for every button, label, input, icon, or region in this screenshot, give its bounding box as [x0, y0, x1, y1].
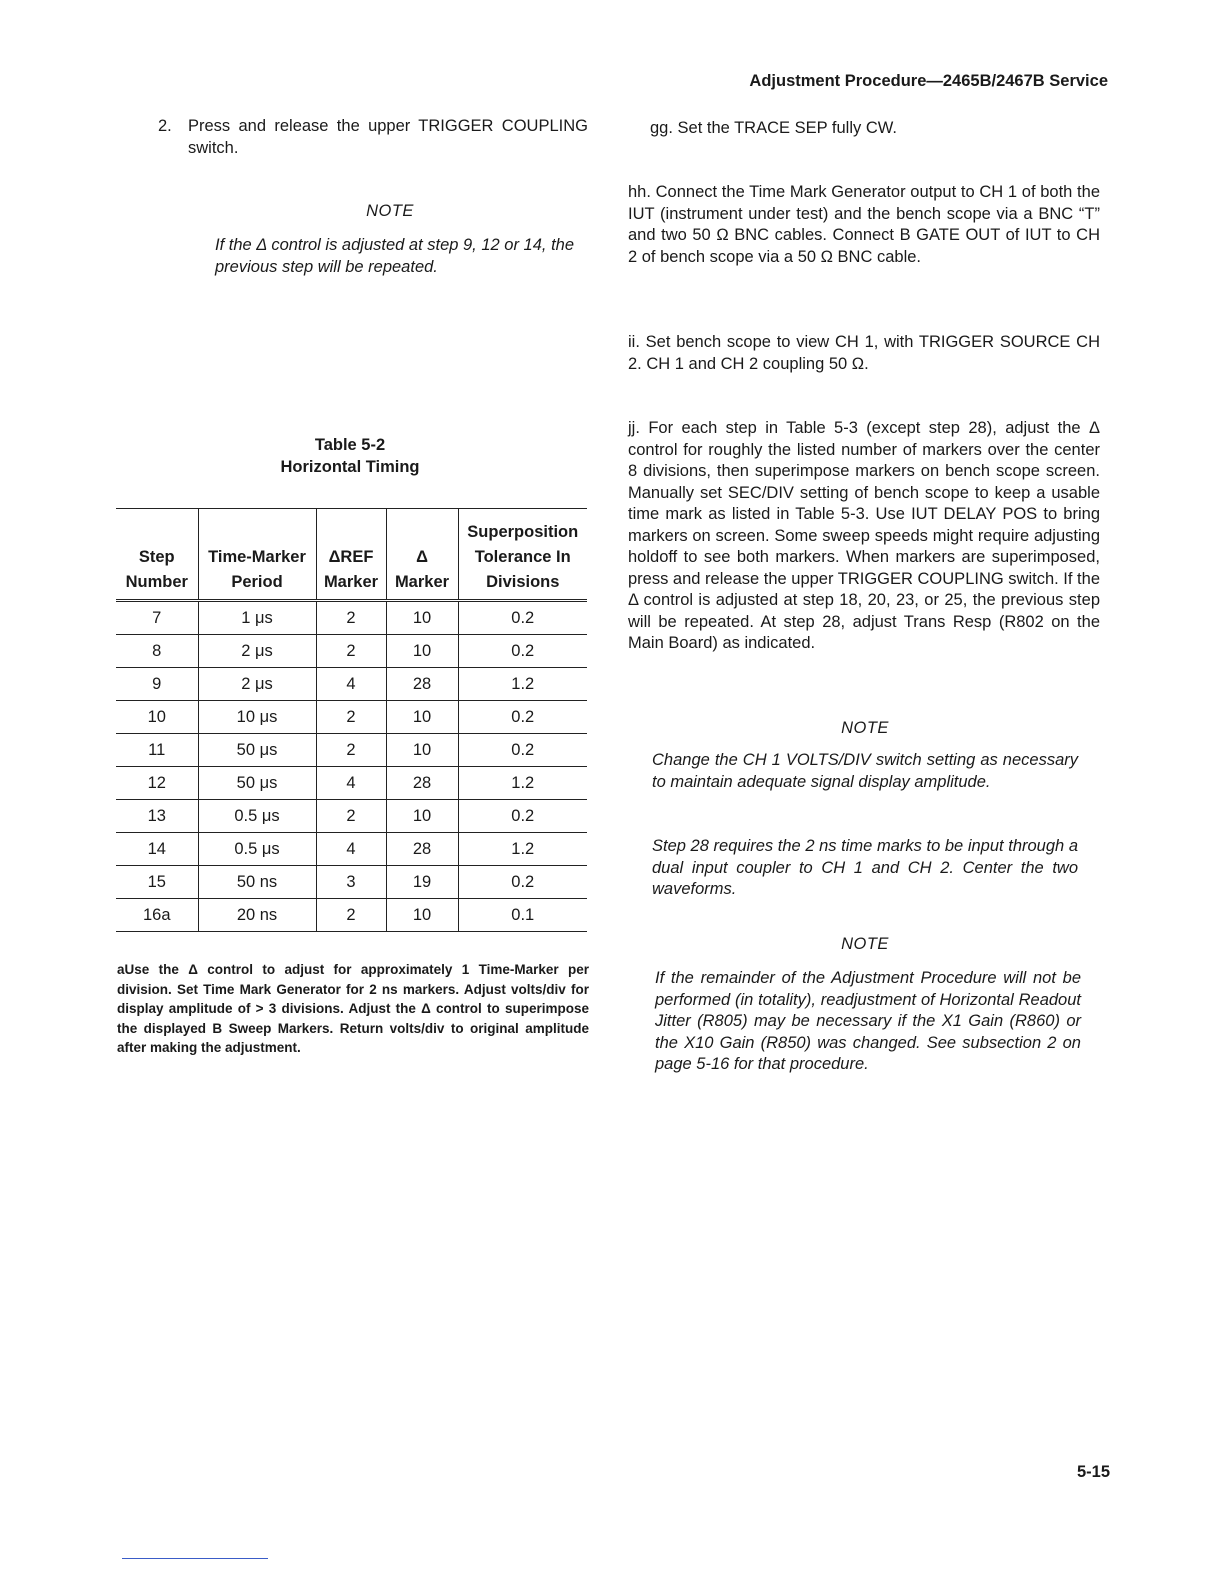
page-header: Adjustment Procedure—2465B/2467B Service	[749, 72, 1108, 90]
step-2-number: 2.	[158, 117, 172, 135]
cell-marker: 10	[386, 800, 458, 833]
table-row	[116, 767, 587, 800]
cell-step: 9	[116, 668, 198, 701]
table-header-row	[116, 509, 587, 601]
table-title-block	[200, 434, 500, 478]
footer-rule	[122, 1558, 268, 1559]
note-3-body: If the remainder of the Adjustment Procedure will not be performed (in totality), readjustment of Horizontal Readout Jitter (R805) may be necessary if the X1 Gain (R860) or the X10 Gain (R850) was changed. See subsection 2 on page 5-16 for that procedure.	[655, 969, 1081, 1073]
step-jj: jj. For each step in Table 5-3 (except step 28), adjust the Δ control for roughly the listed number of markers over the center 8 divisions, then superimpose markers on bench scope screen. Manually set SEC/DIV setting of bench scope to keep a usable time mark as listed in Table 5-3. Use IUT DELAY POS to bring markers on screen. Some sweep speeds might require adjusting holdoff to see both markers. When markers are superimposed, press and release the upper TRIGGER COUPLING switch. If the Δ control is adjusted at step 18, 20, 23, or 25, the previous step will be repeated. At step 28, adjust Trans Resp (R802 on the Main Board) as indicated.	[628, 419, 1100, 652]
cell-step: 7	[116, 601, 198, 635]
table-row	[116, 668, 587, 701]
cell-step: 10	[116, 701, 198, 734]
cell-ref-marker: 2	[316, 899, 386, 932]
note-1-title: NOTE	[366, 202, 414, 220]
cell-marker: 10	[386, 635, 458, 668]
table-title: Table 5-2	[314, 436, 386, 454]
header-delta-marker: Δ Marker	[386, 509, 458, 601]
cell-period: 2 μs	[198, 668, 316, 701]
note-2-title: NOTE	[841, 719, 889, 737]
cell-tolerance: 1.2	[458, 668, 587, 701]
cell-ref-marker: 4	[316, 767, 386, 800]
cell-ref-marker: 2	[316, 635, 386, 668]
cell-tolerance: 0.2	[458, 866, 587, 899]
step-ii: ii. Set bench scope to view CH 1, with TRIGGER SOURCE CH 2. CH 1 and CH 2 coupling 50 Ω.	[628, 333, 1100, 373]
cell-step: 12	[116, 767, 198, 800]
step-2-text: Press and release the upper TRIGGER COUPLING switch.	[188, 117, 588, 157]
table-footnote: aUse the Δ control to adjust for approximately 1 Time-Marker per division. Set Time Mark Generator for 2 ns markers. Adjust volts/div for display amplitude of > 3 divisions. Adjust the Δ control to superimpose the displayed B Sweep Markers. Return volts/div to original amplitude after making the adjustment.	[117, 962, 589, 1056]
cell-marker: 28	[386, 833, 458, 866]
cell-tolerance: 1.2	[458, 833, 587, 866]
table-row	[116, 899, 587, 932]
step-gg: gg. Set the TRACE SEP fully CW.	[650, 119, 897, 137]
cell-tolerance: 0.2	[458, 601, 587, 635]
cell-tolerance: 1.2	[458, 767, 587, 800]
header-delta-ref-marker: ΔREF Marker	[316, 509, 386, 601]
cell-tolerance: 0.1	[458, 899, 587, 932]
header-step-number: Step Number	[116, 509, 198, 601]
cell-step: 11	[116, 734, 198, 767]
table-row	[116, 635, 587, 668]
cell-step: 14	[116, 833, 198, 866]
table-row	[116, 866, 587, 899]
cell-marker: 28	[386, 668, 458, 701]
cell-tolerance: 0.2	[458, 635, 587, 668]
cell-ref-marker: 3	[316, 866, 386, 899]
step-hh: hh. Connect the Time Mark Generator output to CH 1 of both the IUT (instrument under test) and the bench scope via a BNC “T” and two 50 Ω BNC cables. Connect B GATE OUT of IUT to CH 2 of bench scope via a 50 Ω BNC cable.	[628, 183, 1100, 266]
note-2-paragraph-1: Change the CH 1 VOLTS/DIV switch setting as necessary to maintain adequate signal display amplitude.	[652, 751, 1078, 791]
horizontal-timing-table	[116, 508, 587, 932]
note-2-paragraph-2: Step 28 requires the 2 ns time marks to be input through a dual input coupler to CH 1 and CH 2. Center the two waveforms.	[652, 837, 1078, 898]
cell-tolerance: 0.2	[458, 734, 587, 767]
table-row	[116, 601, 587, 635]
cell-marker: 28	[386, 767, 458, 800]
note-3-title: NOTE	[841, 935, 889, 953]
page-number: 5-15	[1076, 1463, 1110, 1481]
cell-marker: 10	[386, 701, 458, 734]
cell-ref-marker: 2	[316, 734, 386, 767]
table-row	[116, 800, 587, 833]
cell-period: 50 ns	[198, 866, 316, 899]
cell-period: 50 μs	[198, 734, 316, 767]
table-row	[116, 833, 587, 866]
cell-tolerance: 0.2	[458, 701, 587, 734]
cell-period: 1 μs	[198, 601, 316, 635]
cell-period: 50 μs	[198, 767, 316, 800]
note-1-body: If the Δ control is adjusted at step 9, 12 or 14, the previous step will be repeated.	[215, 236, 575, 276]
cell-marker: 19	[386, 866, 458, 899]
cell-ref-marker: 2	[316, 701, 386, 734]
cell-marker: 10	[386, 734, 458, 767]
cell-marker: 10	[386, 899, 458, 932]
table-row	[116, 734, 587, 767]
table-subtitle: Horizontal Timing	[280, 458, 420, 476]
cell-step: 13	[116, 800, 198, 833]
cell-step: 8	[116, 635, 198, 668]
cell-ref-marker: 4	[316, 833, 386, 866]
cell-ref-marker: 4	[316, 668, 386, 701]
cell-period: 20 ns	[198, 899, 316, 932]
cell-ref-marker: 2	[316, 601, 386, 635]
cell-period: 0.5 μs	[198, 833, 316, 866]
header-time-marker-period: Time-Marker Period	[198, 509, 316, 601]
cell-step: 16a	[116, 899, 198, 932]
cell-step: 15	[116, 866, 198, 899]
cell-period: 10 μs	[198, 701, 316, 734]
header-superposition-tolerance: Superposition Tolerance In Divisions	[458, 509, 587, 601]
cell-ref-marker: 2	[316, 800, 386, 833]
table-row	[116, 701, 587, 734]
cell-tolerance: 0.2	[458, 800, 587, 833]
cell-period: 2 μs	[198, 635, 316, 668]
cell-period: 0.5 μs	[198, 800, 316, 833]
cell-marker: 10	[386, 601, 458, 635]
